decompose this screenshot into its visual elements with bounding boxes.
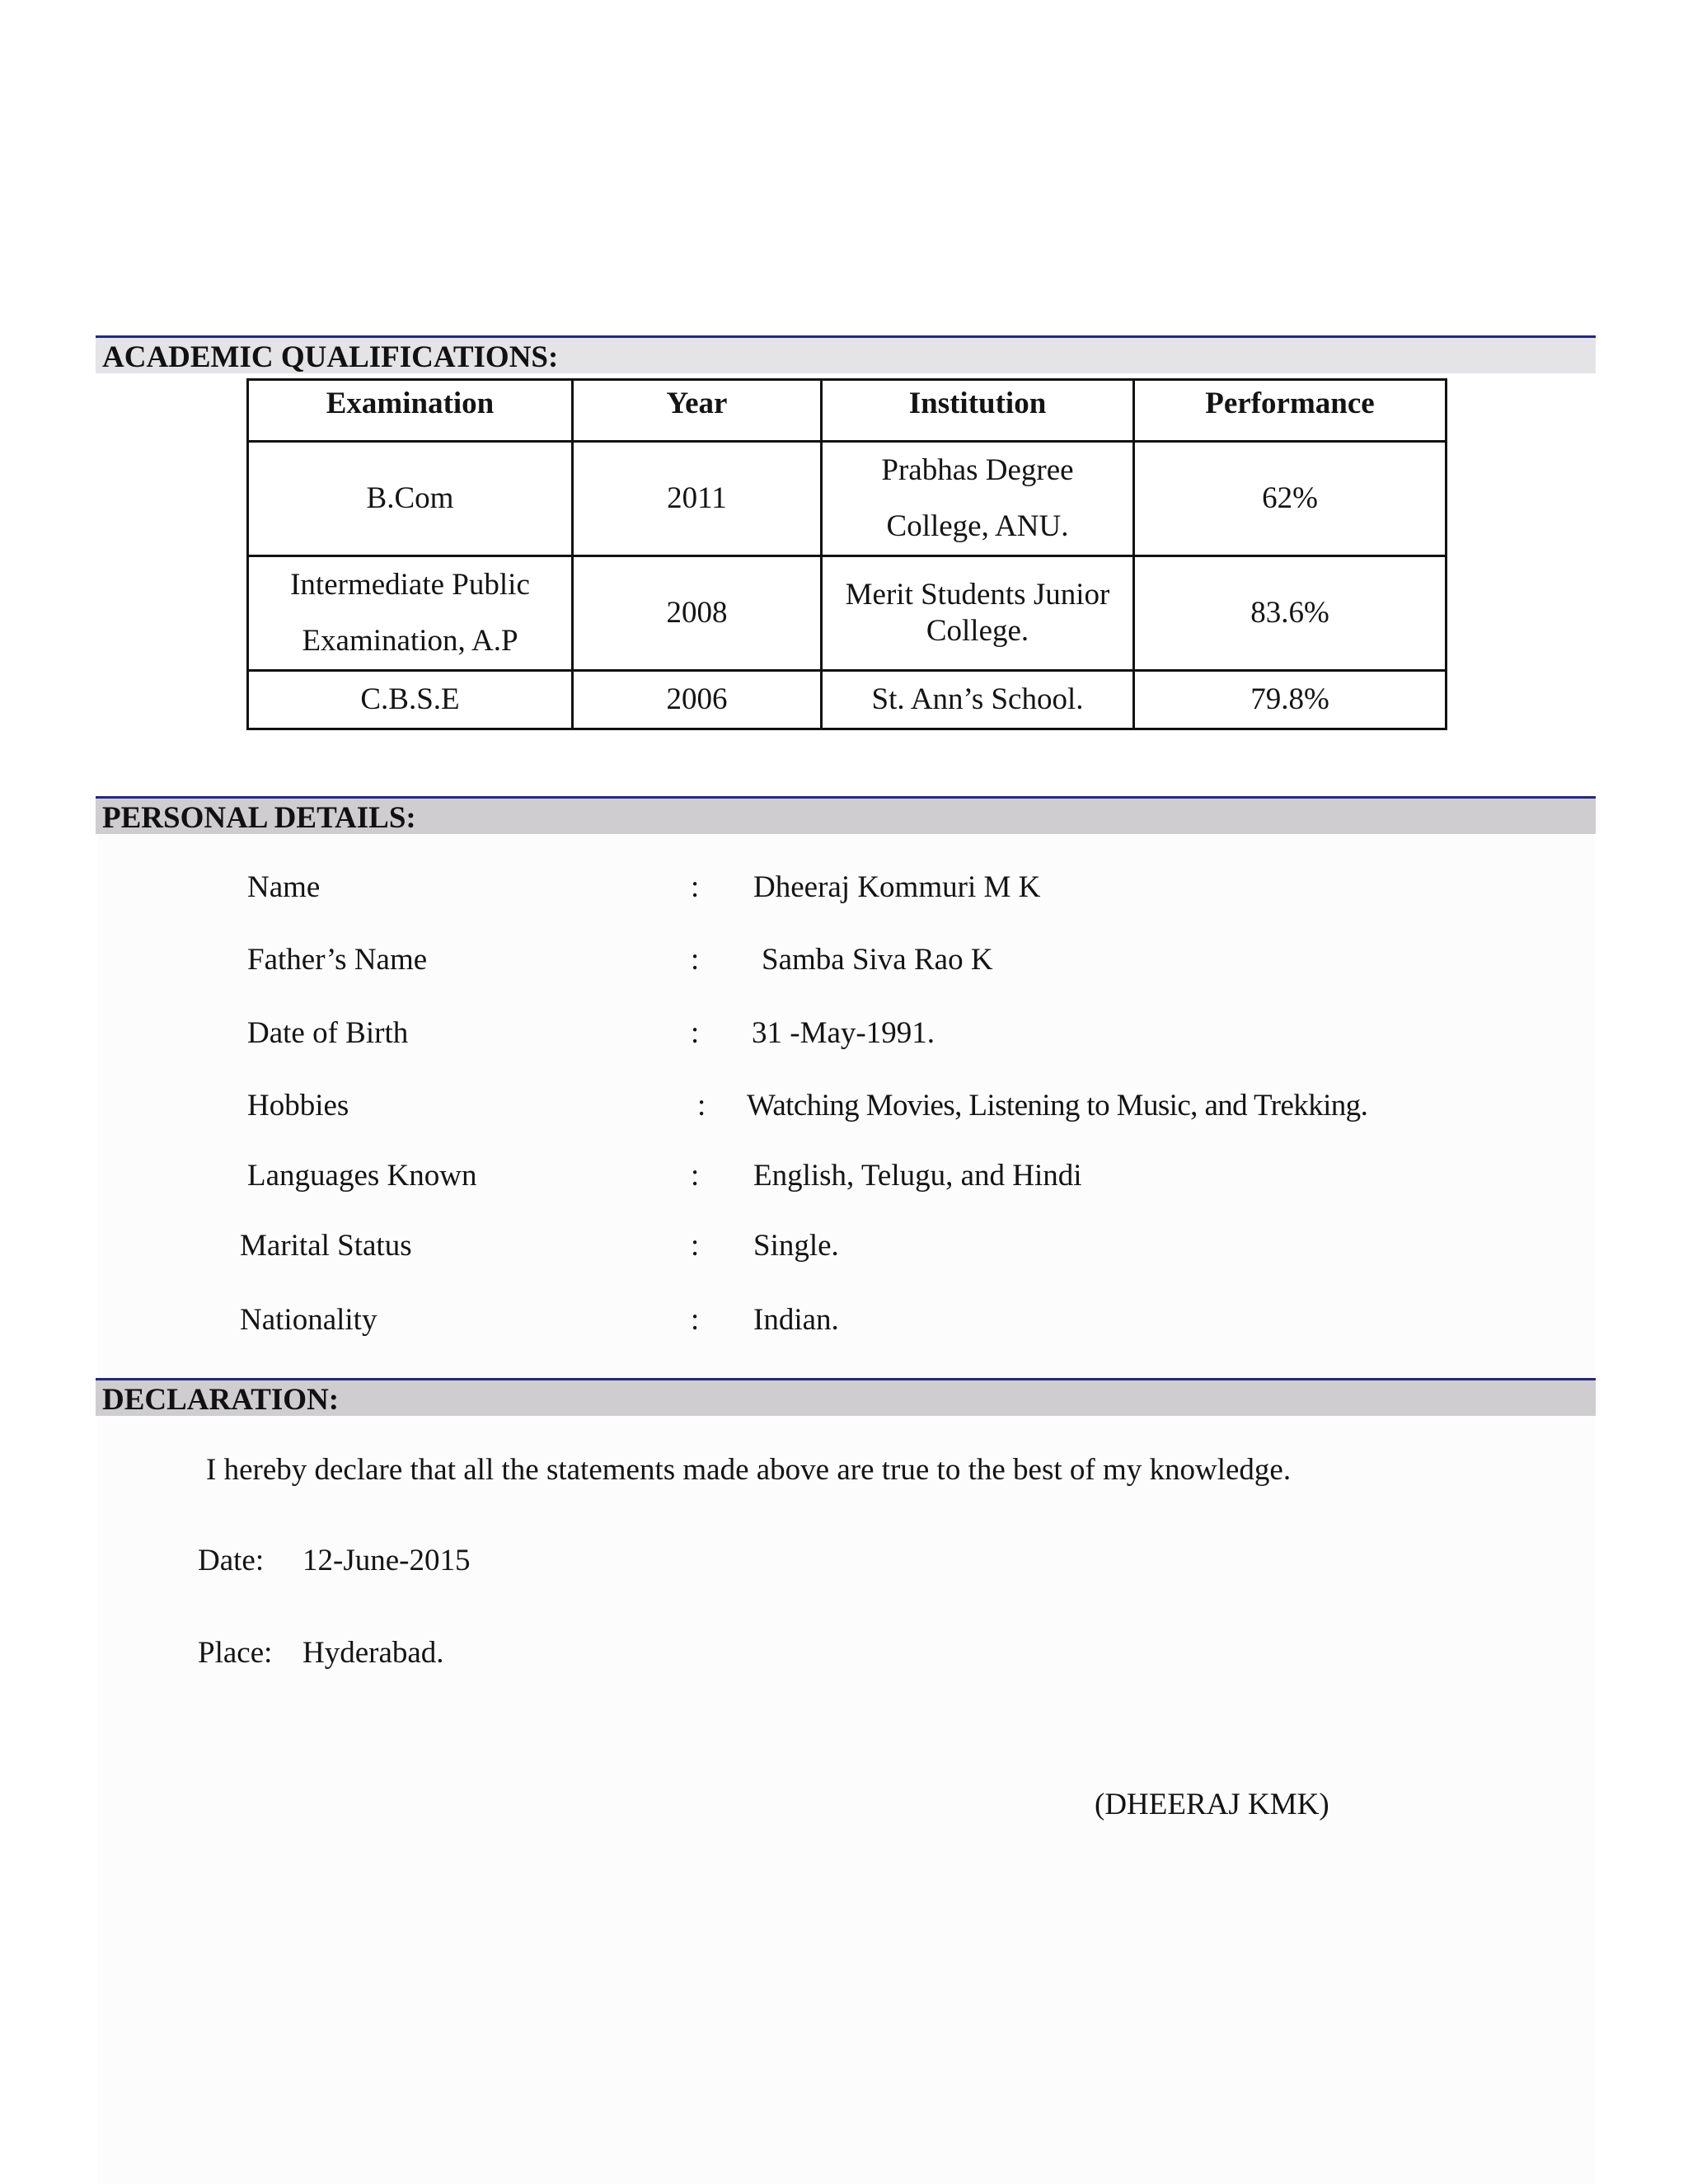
detail-label: Hobbies (247, 1089, 349, 1122)
cell-examination (248, 556, 573, 671)
cell-text: B.Com (366, 481, 454, 515)
table-row (248, 442, 1447, 556)
detail-label: Father’s Name (247, 943, 428, 977)
declaration-section-title: DECLARATION: (102, 1383, 340, 1417)
detail-value: 31 -May-1991. (752, 1016, 935, 1050)
detail-colon: : (691, 870, 700, 904)
detail-label: Nationality (240, 1303, 377, 1337)
detail-colon: : (691, 1016, 700, 1050)
table-header-row (248, 380, 1447, 442)
header-year: Year (573, 380, 822, 442)
cell-institution: St. Ann’s School. (822, 671, 1134, 729)
cell-performance: 62% (1134, 442, 1447, 556)
detail-label: Languages Known (247, 1159, 477, 1193)
detail-colon: : (691, 1229, 700, 1263)
academic-section-title: ACADEMIC QUALIFICATIONS: (102, 340, 559, 374)
detail-value: Single. (753, 1229, 839, 1263)
personal-section-title: PERSONAL DETAILS: (102, 801, 416, 835)
detail-value: English, Telugu, and Hindi (753, 1159, 1082, 1193)
cell-institution (822, 556, 1134, 671)
header-performance: Performance (1134, 380, 1447, 442)
detail-label: Date of Birth (247, 1016, 409, 1050)
personal-section-header (96, 796, 1596, 834)
cell-performance: 83.6% (1134, 556, 1447, 671)
cell-year: 2006 (573, 671, 822, 729)
detail-value: Dheeraj Kommuri M K (753, 870, 1041, 904)
cell-institution (822, 442, 1134, 556)
detail-colon: : (691, 1159, 700, 1193)
cell-text: Intermediate Public (290, 568, 530, 602)
cell-text: Examination, A.P (302, 624, 518, 658)
detail-colon: : (691, 1303, 700, 1337)
qualifications-table (246, 378, 1447, 730)
detail-value: Samba Siva Rao K (762, 943, 993, 977)
place-label: Place: (198, 1636, 273, 1670)
academic-section-header (96, 335, 1596, 373)
detail-colon: : (697, 1089, 706, 1122)
detail-label: Name (247, 870, 321, 904)
cell-text: Merit Students Junior (845, 578, 1110, 612)
date-value: 12-June-2015 (302, 1544, 471, 1577)
place-value: Hyderabad. (302, 1636, 444, 1670)
cell-year: 2011 (573, 442, 822, 556)
declaration-section-header (96, 1378, 1596, 1416)
cell-text: College, ANU. (886, 509, 1069, 543)
table-row (248, 671, 1447, 729)
detail-value: Indian. (753, 1303, 839, 1337)
cell-year: 2008 (573, 556, 822, 671)
header-institution: Institution (822, 380, 1134, 442)
declaration-text: I hereby declare that all the statements made above are true to the best of my knowledge. (206, 1453, 1292, 1487)
header-examination: Examination (248, 380, 573, 442)
detail-label: Marital Status (240, 1229, 412, 1263)
cell-performance: 79.8% (1134, 671, 1447, 729)
table-row (248, 556, 1447, 671)
cell-text: Prabhas Degree (881, 453, 1074, 487)
cell-examination: C.B.S.E (248, 671, 573, 729)
detail-colon: : (691, 943, 700, 977)
cell-text: College. (926, 614, 1029, 648)
date-label: Date: (198, 1544, 265, 1577)
cell-examination (248, 442, 573, 556)
detail-value: Watching Movies, Listening to Music, and Trekking. (747, 1089, 1368, 1122)
signature-name: (DHEERAJ KMK) (1095, 1788, 1329, 1821)
